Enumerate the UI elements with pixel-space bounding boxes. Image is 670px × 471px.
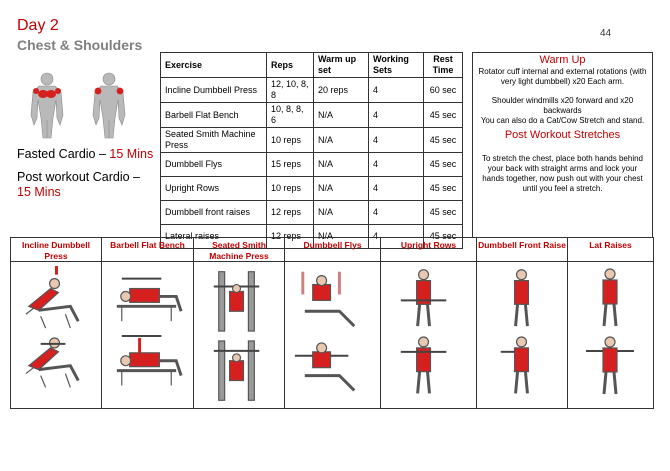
cell-exercise: Seated Smith Machine Press (161, 128, 267, 153)
cell-exercise: Barbell Flat Bench (161, 103, 267, 128)
cell-warmup: N/A (314, 128, 369, 153)
upright-row-figure-icon (381, 266, 476, 406)
page-number: 44 (600, 28, 612, 39)
cell-rest: 45 sec (424, 153, 463, 177)
cell-warmup: N/A (314, 177, 369, 201)
cell-reps: 12 reps (267, 225, 314, 249)
exercise-column (102, 238, 194, 408)
exercise-image-title: Seated Smith Machine Press (194, 238, 284, 262)
cell-rest: 45 sec (424, 201, 463, 225)
cell-reps: 10, 8, 8, 6 (267, 103, 314, 128)
exercise-images-grid (10, 237, 654, 409)
dumbbell-fly-figure-icon (285, 266, 380, 406)
post-workout-heading: Post Workout Stretches (504, 129, 621, 141)
post-workout-cardio (17, 170, 157, 200)
cell-exercise: Upright Rows (161, 177, 267, 201)
exercise-image-title: Upright Rows (381, 238, 476, 262)
cell-rest: 60 sec (424, 78, 463, 103)
exercise-column (381, 238, 477, 408)
cell-rest: 45 sec (424, 103, 463, 128)
exercise-image-title: Lat Raises (568, 238, 653, 262)
cell-sets: 4 (369, 177, 424, 201)
header-reps: Reps (267, 53, 314, 78)
post-workout-text: To stretch the chest, place both hands behind your back with straight arms and lock your hands together, now push out with your chest until you feel a stretch. (482, 154, 643, 193)
workout-table (160, 52, 463, 249)
exercise-column (477, 238, 568, 408)
table-row (161, 177, 463, 201)
incline-press-figure-icon (11, 266, 101, 406)
cell-reps: 10 reps (267, 128, 314, 153)
table-row (161, 78, 463, 103)
post-cardio-label: Post workout Cardio – (17, 170, 140, 184)
header-rest: Rest Time (424, 53, 463, 78)
cell-reps: 12, 10, 8, 8 (267, 78, 314, 103)
cell-rest: 45 sec (424, 177, 463, 201)
warmup-text-1: Rotator cuff internal and external rotations (with very light dumbbell) x20 Each arm. (478, 67, 647, 86)
cell-exercise: Incline Dumbbell Press (161, 78, 267, 103)
smith-machine-figure-icon (194, 266, 284, 406)
exercise-column (568, 238, 653, 408)
table-row (161, 103, 463, 128)
chest-shoulders-anatomy-icon (17, 70, 137, 140)
page-title: Day 2 (17, 17, 59, 34)
table-row (161, 153, 463, 177)
cell-sets: 4 (369, 225, 424, 249)
cell-exercise: Dumbbell Flys (161, 153, 267, 177)
post-cardio-duration: 15 Mins (17, 185, 61, 199)
fasted-cardio (17, 147, 153, 162)
cell-sets: 4 (369, 103, 424, 128)
cell-rest: 45 sec (424, 225, 463, 249)
front-raise-figure-icon (477, 266, 567, 406)
cell-sets: 4 (369, 128, 424, 153)
cell-reps: 12 reps (267, 201, 314, 225)
lateral-raise-figure-icon (568, 266, 653, 406)
cell-warmup: N/A (314, 225, 369, 249)
fasted-cardio-label: Fasted Cardio – (17, 147, 106, 161)
flat-bench-figure-icon (102, 266, 193, 406)
page-subtitle: Chest & Shoulders (17, 37, 143, 53)
header-working-sets: Working Sets (369, 53, 424, 78)
cell-exercise: Lateral raises (161, 225, 267, 249)
table-row (161, 128, 463, 153)
warmup-text-2: Shoulder windmills x20 forward and x20 backwards (491, 96, 634, 115)
exercise-image-title: Dumbbell Front Raise (477, 238, 567, 262)
cell-warmup: N/A (314, 201, 369, 225)
exercise-column (11, 238, 102, 408)
warmup-text-3: You can also do a Cat/Cow Stretch and stand. (480, 116, 645, 125)
table-header-row (161, 53, 463, 78)
warmup-heading: Warm Up (539, 54, 586, 66)
cell-reps: 15 reps (267, 153, 314, 177)
cell-rest: 45 sec (424, 128, 463, 153)
cell-sets: 4 (369, 153, 424, 177)
cell-reps: 10 reps (267, 177, 314, 201)
exercise-column (285, 238, 381, 408)
table-row (161, 201, 463, 225)
cell-sets: 4 (369, 78, 424, 103)
cell-warmup: 20 reps (314, 78, 369, 103)
exercise-image-title: Dumbbell Flys (285, 238, 380, 262)
header-warmup: Warm up set (314, 53, 369, 78)
exercise-column (194, 238, 285, 408)
fasted-cardio-duration: 15 Mins (109, 147, 154, 161)
header-exercise: Exercise (161, 53, 267, 78)
cell-warmup: N/A (314, 153, 369, 177)
cell-warmup: N/A (314, 103, 369, 128)
warmup-stretch-panel (472, 52, 653, 238)
exercise-image-title: Incline Dumbbell Press (11, 238, 101, 262)
cell-exercise: Dumbbell front raises (161, 201, 267, 225)
cell-sets: 4 (369, 201, 424, 225)
exercise-image-title: Barbell Flat Bench (102, 238, 193, 262)
